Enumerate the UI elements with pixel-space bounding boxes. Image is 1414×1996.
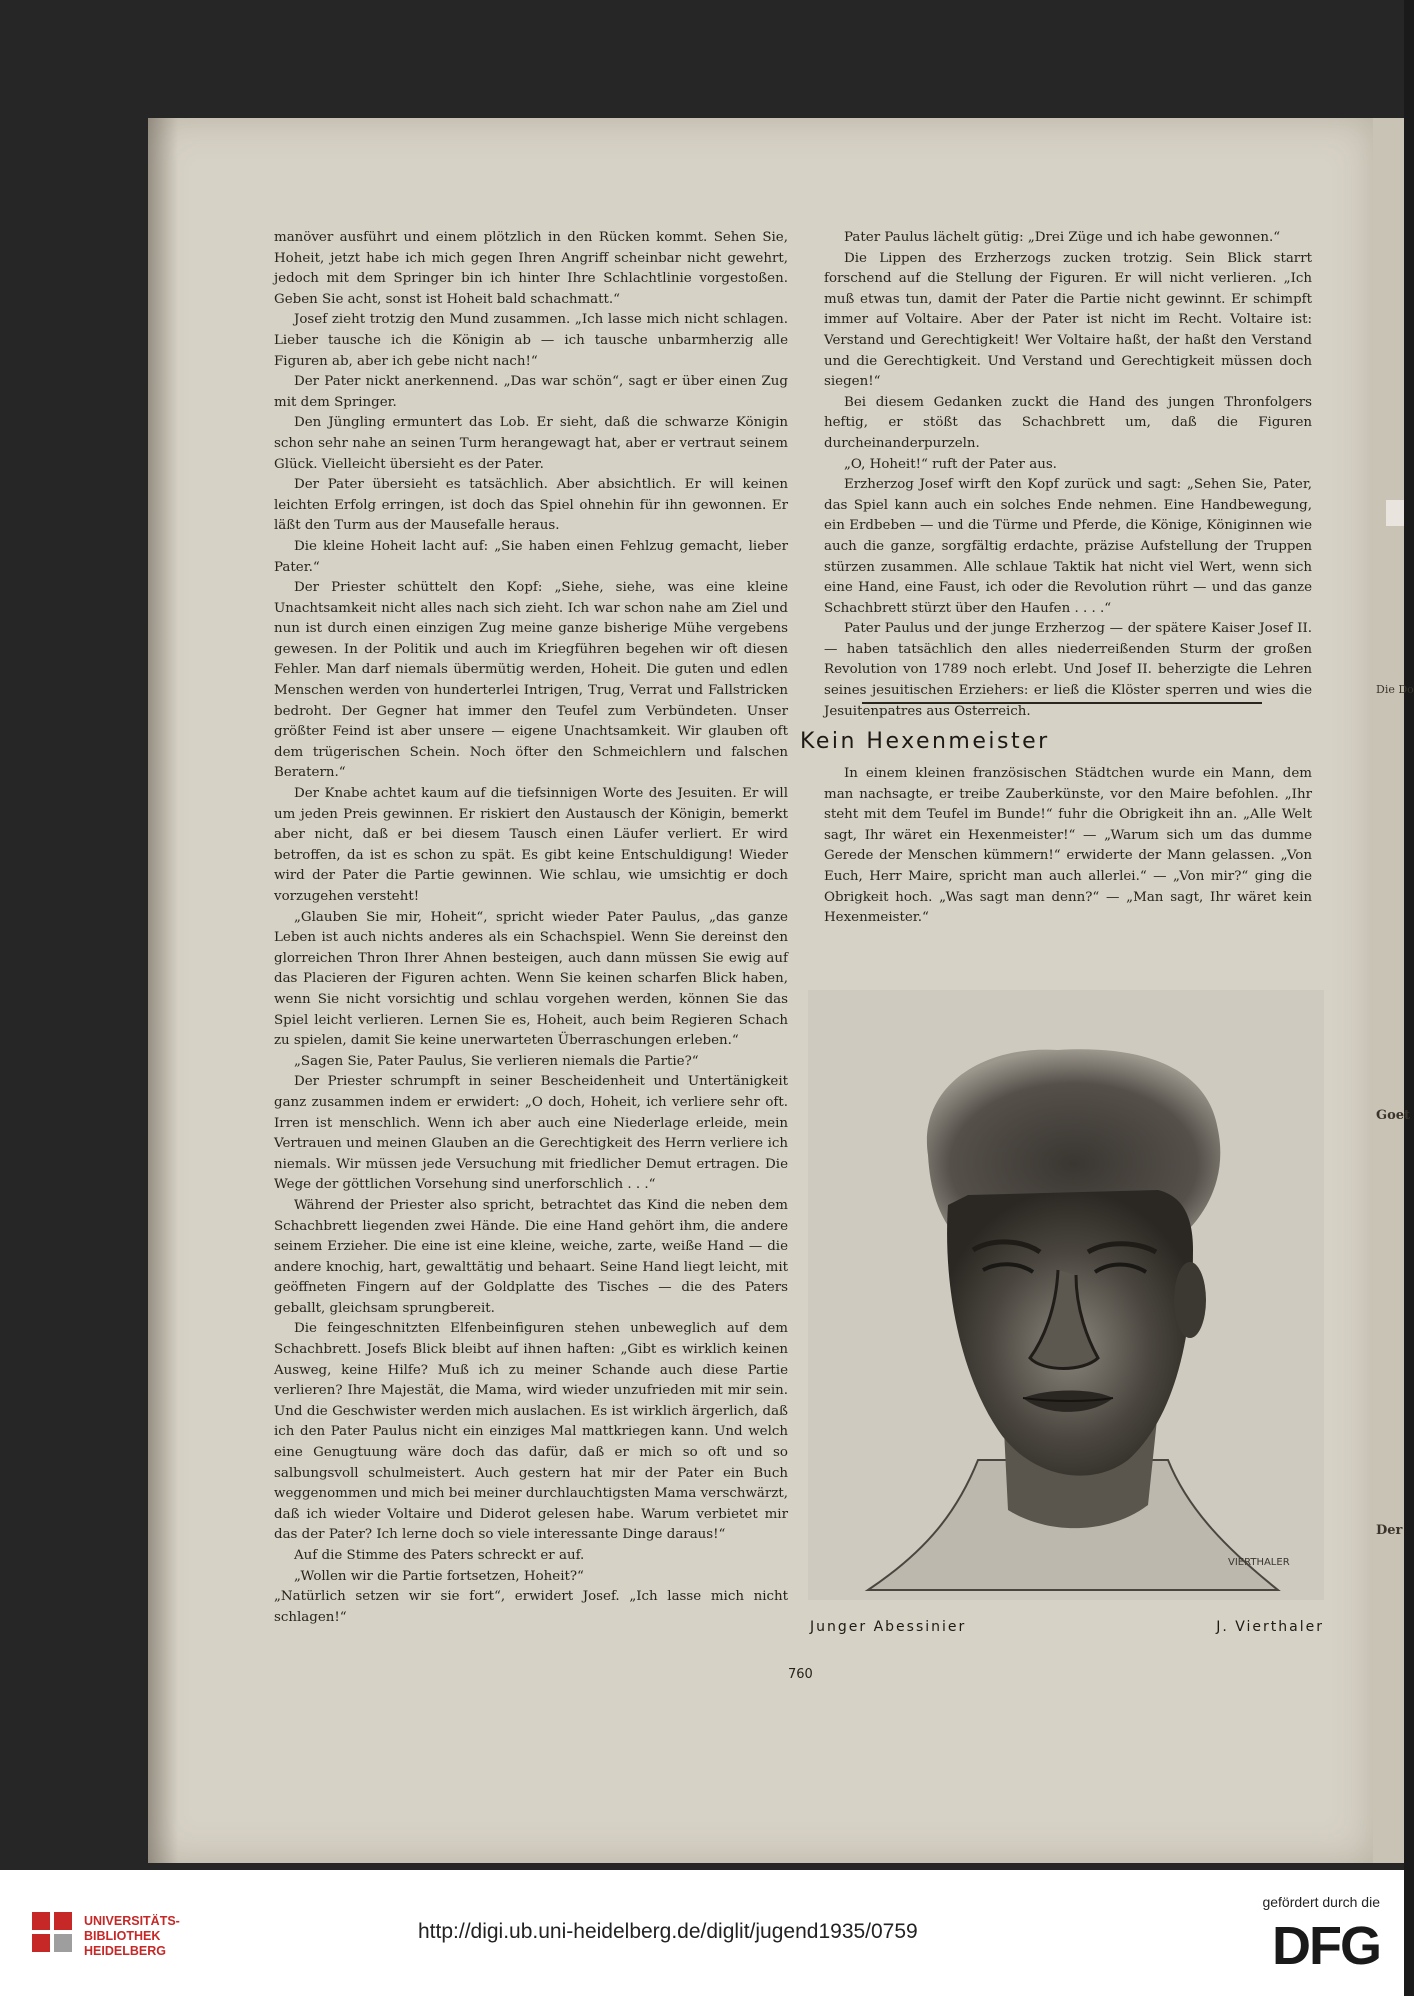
next-page-fragment: Die Do xyxy=(1376,683,1414,696)
story-title: Kein Hexenmeister xyxy=(800,729,1050,754)
paragraph: Josef zieht trotzig den Mund zusammen. „Ich lasse mich nicht schlagen. Lieber tausche ich die Königin ab — ich tausche unbarmherzig alle Figuren ab, aber ich gebe nicht nach!“ xyxy=(274,312,788,369)
university-library-logo-icon xyxy=(30,1910,74,1954)
paragraph: Auf die Stimme des Paters schreckt er auf. xyxy=(294,1548,585,1563)
story-paragraph: In einem kleinen französischen Städtchen wurde ein Mann, dem man nachsagte, er treibe Zauberkünste, vor den Maire befohlen. „Ihr steht mit dem Teufel im Bunde!“ fuhr die Obrigkeit ihn an. „Alle Welt sagt, Ihr wäret ein Hexenmeister!“ — „Warum sich um das dumme Gerede der Menschen kümmern!“ erwiderte der Mann gelassen. „Von Euch, Herr Maire, spricht man auch allerlei.“ — „Von mir?“ ging die Obrigkeit hoch. „Was sagt man denn?“ — „Man sagt, Ihr wäret kein Hexenmeister.“ xyxy=(824,766,1312,926)
left-text-column xyxy=(274,228,788,1628)
dfg-logo: DFG xyxy=(1272,1916,1380,1976)
paragraph: Die kleine Hoheit lacht auf: „Sie haben einen Fehlzug gemacht, lieber Pater.“ xyxy=(274,538,788,575)
artist-signature: VIERTHALER xyxy=(1228,1557,1290,1568)
library-name-line: UNIVERSITÄTS- xyxy=(84,1914,180,1928)
paragraph: „Glauben Sie mir, Hoheit“, spricht wieder Pater Paulus, „das ganze Leben ist auch nichts anderes als ein Schachspiel. Wenn Sie dereinst den glorreichen Thron Ihrer Ahnen besteigen, auch dann müssen Sie ewig auf das Placieren der Figuren achten. Wenn Sie keinen scharfen Blick haben, wenn Sie nicht vorsichtig und schlau vorgehen werden, können Sie das Spiel leicht verlieren. Lernen Sie es, Hoheit, auch beim Regieren Schach zu spielen, damit Sie keine unerwarteten Überraschungen erleben.“ xyxy=(274,909,788,1049)
story-column xyxy=(824,764,1312,929)
paragraph: Die Lippen des Erzherzogs zucken trotzig. Sein Blick starrt forschend auf die Stellung der Figuren. Er will nicht verlieren. „Ich muß etwas tun, damit der Pater die Partie nicht gewinnt. Er schimpft immer auf Voltaire. Aber der Pater ist nicht im Recht. Voltaire ist: Verstand und Gerechtigkeit! Wer Voltaire haßt, der haßt den Verstand und die Gerechtigkeit. Und Verstand und Gerechtigkeit müssen doch siegen!“ xyxy=(824,250,1312,390)
paragraph: „O, Hoheit!“ ruft der Pater aus. xyxy=(844,456,1057,472)
section-divider xyxy=(862,702,1262,704)
portrait-drawing xyxy=(808,990,1324,1600)
paragraph: Der Priester schüttelt den Kopf: „Siehe, siehe, was eine kleine Unachtsamkeit nicht alles nach sich zieht. Ich war schon nahe am Ziel und nun ist durch einen einzigen Zug meine ganze bisherige Mühe vergebens gewesen. In der Politik und auch im Kriegführen begehen wir oft diesen Fehler. Man darf niemals übermütig werden, Hoheit. Die guten und edlen Menschen werden von hunderterlei Intrigen, Trug, Verrat und Fallstricken bedroht. Der Gegner hat immer den Teufel zum Verbündeten. Unser größter Feind ist aber unsere — eigene Unachtsamkeit. Wir glauben oft dem trügerischen Schein. Noch öfter den Schmeichlern und falschen Beratern.“ xyxy=(274,580,788,781)
paragraph: Bei diesem Gedanken zuckt die Hand des jungen Thronfolgers heftig, er stößt das Schachbrett um, daß die Figuren durcheinanderpurzeln. xyxy=(824,394,1312,451)
paragraph: „Natürlich setzen wir sie fort“, erwidert Josef. „Ich lasse mich nicht schlagen!“ xyxy=(274,1589,788,1625)
paragraph: „Wollen wir die Partie fortsetzen, Hoheit?“ xyxy=(294,1568,584,1584)
library-name xyxy=(84,1914,180,1959)
scanner-color-strip xyxy=(1386,500,1404,526)
paragraph: Erzherzog Josef wirft den Kopf zurück und sagt: „Sehen Sie, Pater, das Spiel kann auch ein solches Ende nehmen. Eine Handbewegung, ein Erdbeben — und die Türme und Pferde, die Könige, Königinnen wie auch die ganze, sorgfältig erdachte, präzise Aufstellung der Truppen stürzen zusammen. Alle schlaue Taktik hat nicht viel Wert, wenn sich eine Hand, eine Faust, ich oder die Revolution rührt — und das ganze Schachbrett stürzt über den Haufen . . . .“ xyxy=(824,477,1312,616)
paragraph: Während der Priester also spricht, betrachtet das Kind die neben dem Schachbrett liegenden zwei Hände. Die eine Hand gehört ihm, die andere seinem Erzieher. Die eine ist eine kleine, weiche, zarte, weiße Hand — die andere knochig, hart, gewalttätig und behaart. Seine Hand liegt leicht, mit geöffneten Fingern auf der Goldplatte des Tisches — die des Paters geballt, gleichsam sprungbereit. xyxy=(274,1197,788,1316)
paragraph: Pater Paulus lächelt gütig: „Drei Züge und ich habe gewonnen.“ xyxy=(844,230,1281,245)
next-page-fragment: Goet xyxy=(1376,1108,1411,1123)
right-text-column xyxy=(824,228,1312,722)
library-name-line: BIBLIOTHEK xyxy=(84,1929,161,1943)
paragraph: Pater Paulus und der junge Erzherzog — der spätere Kaiser Josef II. — haben tatsächlich den alles niederreißenden Sturm der großen Revolution von 1789 noch erlebt. Und Josef II. beherzigte die Lehren seines jesuitischen Erziehers: er ließ die Klöster sperren und wies die Jesuitenpatres aus Österreich. xyxy=(824,621,1312,719)
paragraph: Die feingeschnitzten Elfenbeinfiguren stehen unbeweglich auf dem Schachbrett. Josefs Blick bleibt auf ihnen haften: „Gibt es wirklich keinen Ausweg, keine Hilfe? Muß ich zu meiner Schande auch diese Partie verlieren? Ihre Majestät, die Mama, wird wieder unzufrieden mit mir sein. Und die Geschwister werden mich auslachen. Es ist wirklich ärgerlich, daß ich den Pater Paulus nicht ein einziges Mal mattkriegen kann. Und welch eine Genugtuung wäre doch das dafür, daß er mich so oft und so salbungsvoll schulmeistert. Auch gestern hat mir der Pater ein Buch weggenommen und mich bei meiner durchlauchtigsten Mama verschwärzt, daß ich wieder Voltaire und Diderot gelesen habe. Warum verbietet mir das der Pater? Ich lerne doch so viele interessante Dinge daraus!“ xyxy=(274,1321,789,1543)
next-page-fragment: Der xyxy=(1376,1523,1403,1538)
portrait-illustration xyxy=(808,990,1324,1600)
library-name-line: HEIDELBERG xyxy=(84,1944,166,1958)
gutter-shadow xyxy=(148,118,178,1863)
figure-caption-title: Junger Abessinier xyxy=(810,1619,967,1635)
figure-caption-artist: J. Vierthaler xyxy=(1216,1619,1324,1635)
paragraph: Den Jüngling ermuntert das Lob. Er sieht, daß die schwarze Königin schon sehr nahe an seinen Turm herangewagt hat, aber er vertraut seinem Glück. Vielleicht übersieht es der Pater. xyxy=(274,415,788,472)
digitization-footer xyxy=(0,1870,1404,1996)
paragraph: Der Knabe achtet kaum auf die tiefsinnigen Worte des Jesuiten. Er will um jeden Preis gewinnen. Er riskiert den Austausch der Königin, bemerkt aber nicht, daß er bei diesem Tausch einen Läufer verliert. Er wird betroffen, da ist es schon zu spät. Es gibt keine Entschuldigung! Wieder wird der Pater die Partie gewinnen. Wie schlau, wie umsichtig er doch vorzugehen versteht! xyxy=(274,786,788,904)
paragraph: manöver ausführt und einem plötzlich in den Rücken kommt. Sehen Sie, Hoheit, jetzt habe ich mich gegen Ihren Angriff scheinbar nicht gewehrt, jedoch mit dem Springer bin ich hinter Ihre Schlachtlinie vorgestoßen. Geben Sie acht, sonst ist Hoheit bald schachmatt.“ xyxy=(274,230,788,307)
funded-by-label: gefördert durch die xyxy=(1262,1894,1380,1910)
permalink-url[interactable]: http://digi.ub.uni-heidelberg.de/diglit/jugend1935/0759 xyxy=(418,1920,918,1943)
paragraph: „Sagen Sie, Pater Paulus, Sie verlieren niemals die Partie?“ xyxy=(294,1053,699,1069)
paragraph: Der Priester schrumpft in seiner Bescheidenheit und Untertänigkeit ganz zusammen indem er erwidert: „O doch, Hoheit, ich verliere sehr oft. Irren ist menschlich. Wenn ich aber auch eine Niederlage erleide, mein Vertrauen und meinen Glauben an die Gerechtigkeit des Herrn verliere ich niemals. Wir müssen jede Versuchung mit friedlicher Demut ertragen. Die Wege der göttlichen Vorsehung sind unerforschlich . . .“ xyxy=(274,1074,788,1193)
next-page-edge xyxy=(1373,118,1414,1863)
page-number: 760 xyxy=(788,1667,813,1682)
paragraph: Der Pater übersieht es tatsächlich. Aber absichtlich. Er will keinen leichten Erfolg erringen, ist doch das Spiel ohnehin für ihn gewonnen. Er läßt den Turm aus der Mausefalle heraus. xyxy=(274,477,788,534)
paragraph: Der Pater nickt anerkennend. „Das war schön“, sagt er über einen Zug mit dem Springer. xyxy=(274,374,788,410)
